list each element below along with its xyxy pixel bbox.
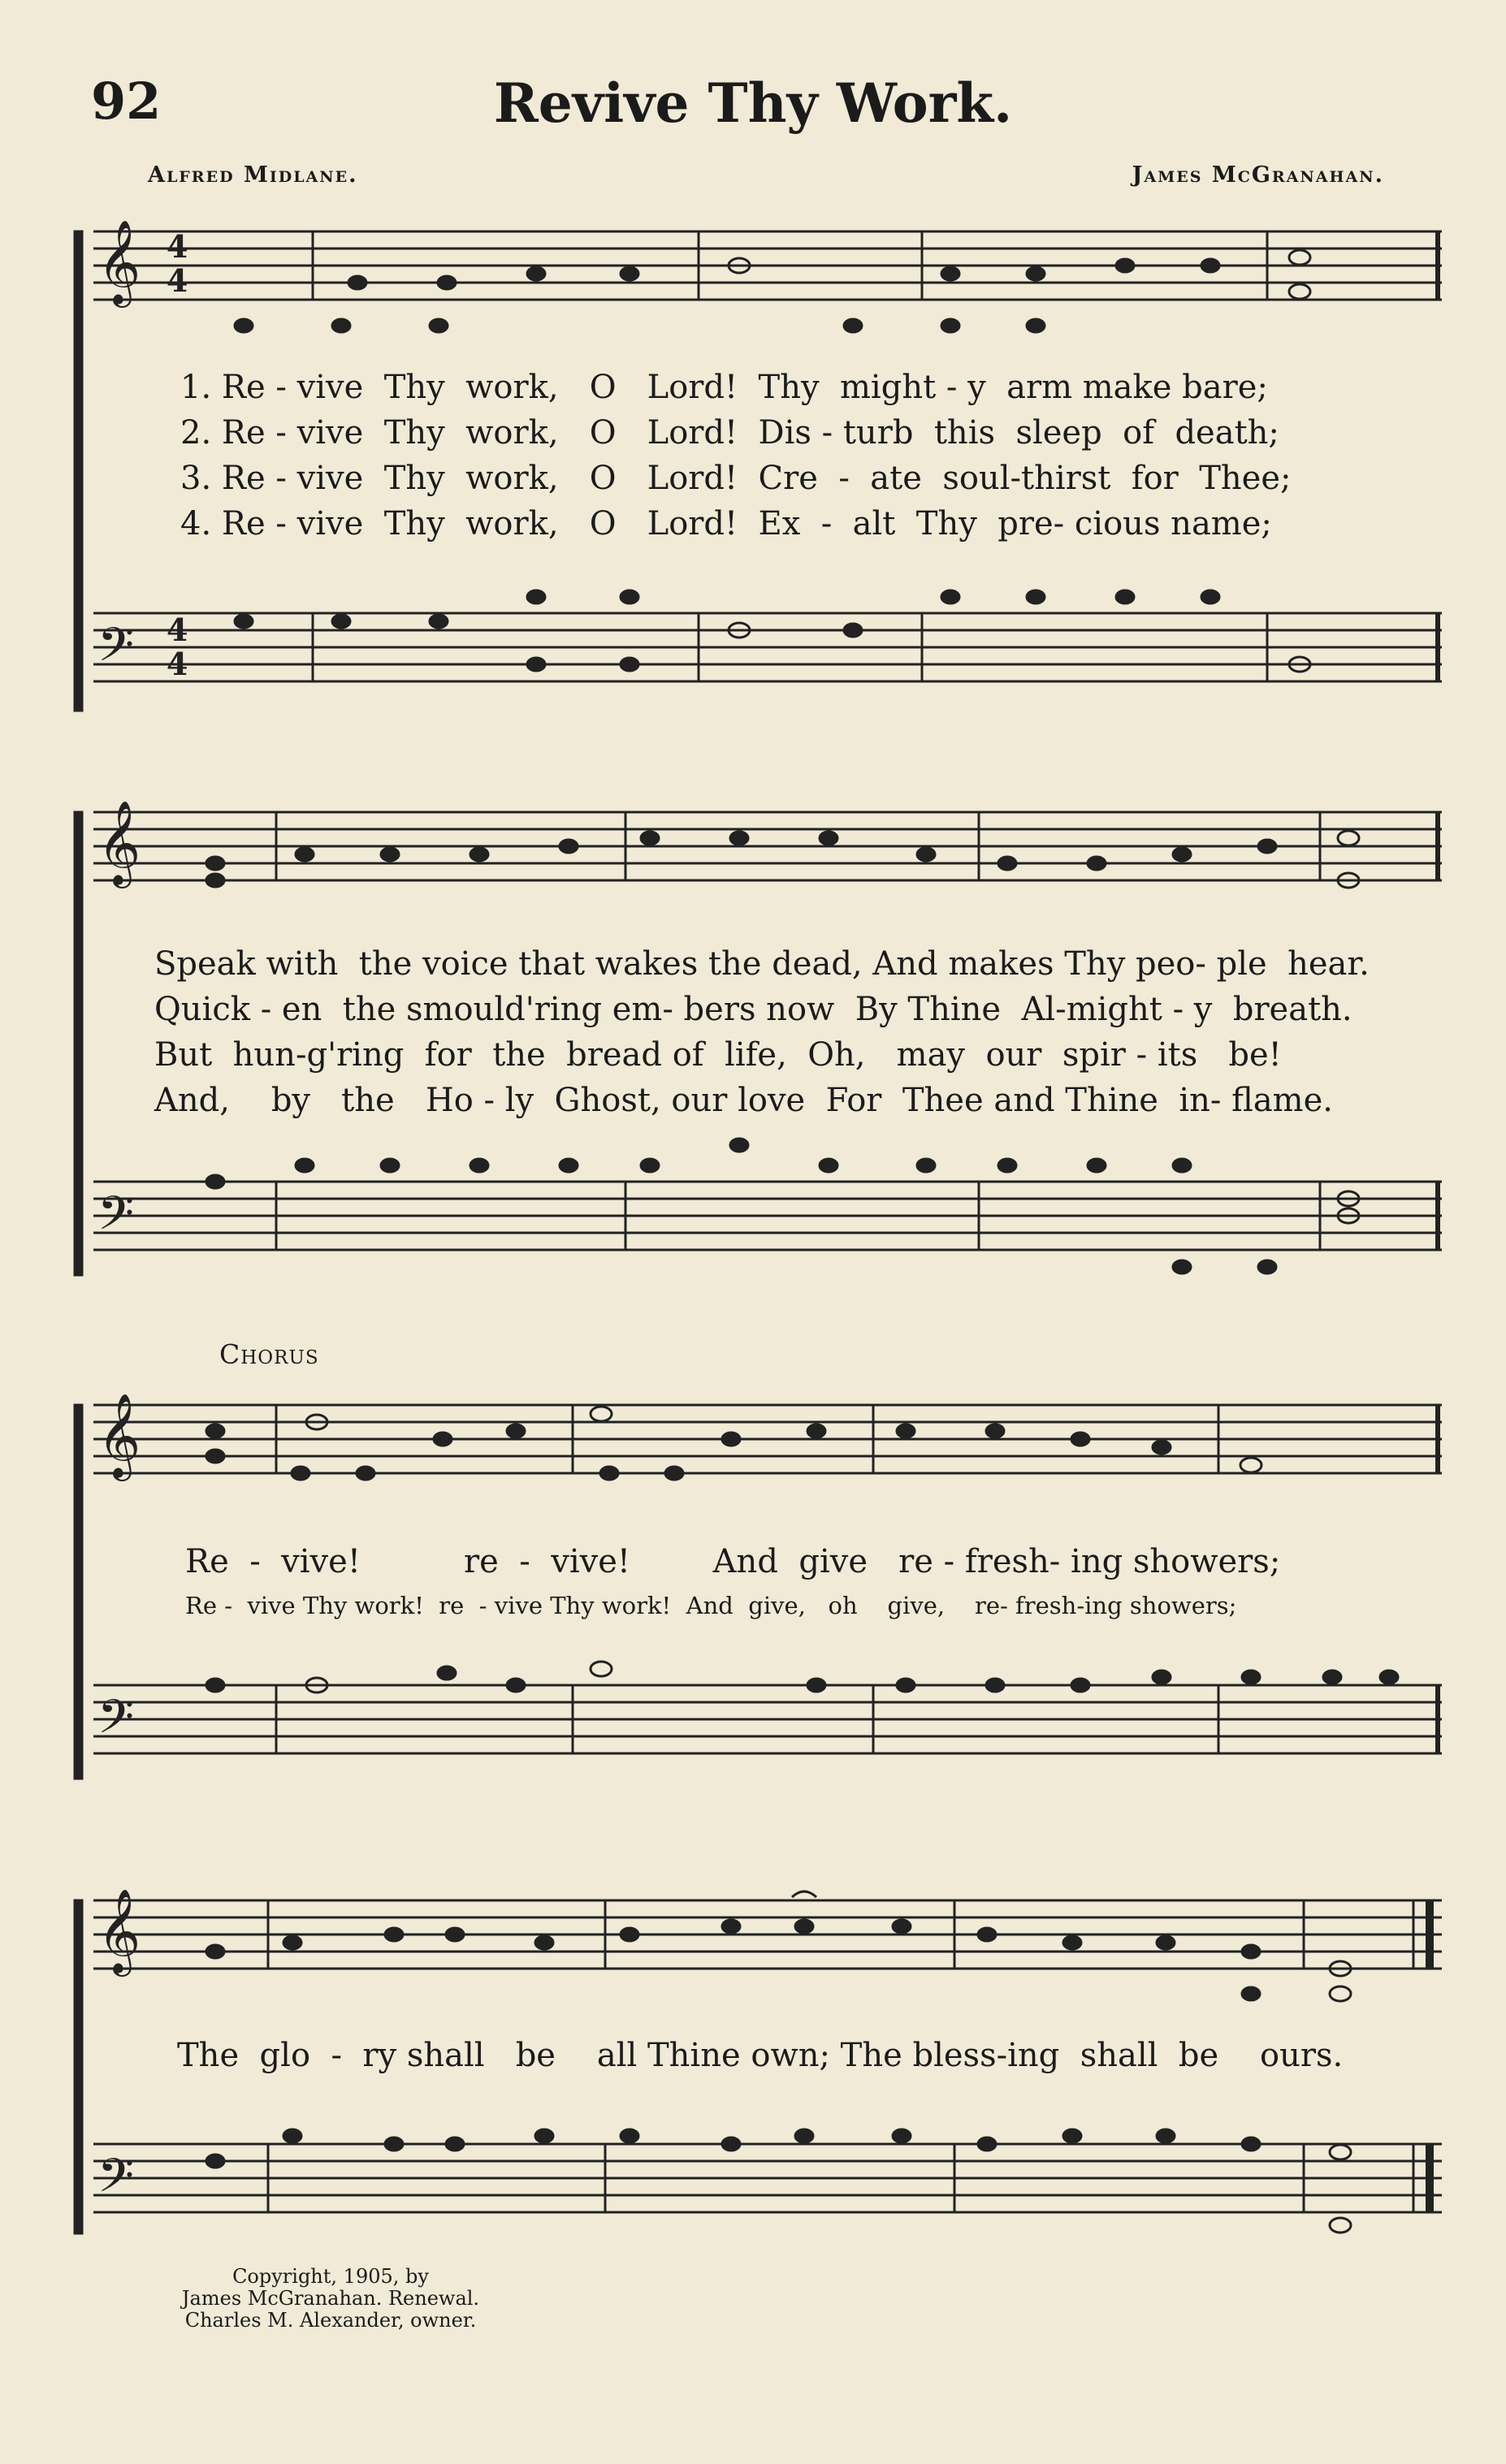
- time-sig-lower: 4: [167, 262, 188, 299]
- chorus-label: Chorus: [219, 1338, 319, 1370]
- treble-staff: [93, 231, 1442, 300]
- verse-2-line-1: 2. Re - vive Thy work, O Lord! Dis - turb this sleep of death;: [180, 414, 1279, 452]
- hymn-title: Revive Thy Work.: [493, 71, 1013, 135]
- copyright-line-1: Copyright, 1905, by: [232, 2265, 429, 2288]
- verse-1-line-1: 1. Re - vive Thy work, O Lord! Thy might - y arm make bare;: [180, 369, 1268, 406]
- composer-credit: James McGranahan.: [1132, 162, 1384, 188]
- verse-3-line-2: But hun-g'ring for the bread of life, Oh, may our spir - its be!: [154, 1036, 1282, 1074]
- treble-staff: [93, 812, 1442, 880]
- bass-staff: [93, 613, 1442, 681]
- treble-clef-icon: 𝄞: [97, 800, 141, 885]
- chorus-final-lyrics: The glo - ry shall be all Thine own; The bless-ing shall be ours.: [177, 2037, 1344, 2074]
- bass-clef-icon: 𝄢: [97, 617, 135, 684]
- page-number: 92: [91, 71, 162, 131]
- treble-staff: [93, 1900, 1442, 1969]
- time-sig-upper: 4: [167, 228, 188, 265]
- copyright-notice: [140, 2266, 521, 2332]
- bass-staff: [93, 2144, 1442, 2212]
- verse-2-line-2: Quick - en the smould'ring em- bers now By Thine Al-might - y breath.: [154, 991, 1352, 1028]
- bass-clef-icon: 𝄢: [97, 2148, 135, 2215]
- verse-1-line-2: Speak with the voice that wakes the dead, And makes Thy peo- ple hear.: [154, 945, 1370, 983]
- copyright-line-3: Charles M. Alexander, owner.: [184, 2309, 477, 2332]
- treble-clef-icon: 𝄞: [97, 1888, 141, 1973]
- treble-clef-icon: 𝄞: [97, 1393, 141, 1478]
- time-sig-upper-bass: 4: [167, 612, 188, 648]
- chorus-soprano-lyrics: Re - vive! re - vive! And give re - fresh- ing showers;: [185, 1543, 1281, 1580]
- verse-4-line-1: 4. Re - vive Thy work, O Lord! Ex - alt Thy pre- cious name;: [180, 505, 1272, 543]
- time-sig-lower-bass: 4: [167, 646, 188, 682]
- system-bracket: [75, 231, 82, 711]
- bass-clef-icon: 𝄢: [97, 1689, 135, 1756]
- copyright-line-2: James McGranahan. Renewal.: [181, 2287, 480, 2310]
- system-bracket: [75, 1405, 82, 1779]
- treble-clef-icon: 𝄞: [97, 219, 141, 305]
- lyricist-credit: Alfred Midlane.: [148, 162, 358, 188]
- bass-notes: [206, 1139, 1359, 1273]
- verse-4-line-2: And, by the Ho - ly Ghost, our love For Thee and Thine in- flame.: [154, 1082, 1333, 1119]
- bass-staff: [93, 1182, 1442, 1250]
- chorus-bass-lyrics: Re - vive Thy work! re - vive Thy work! And give, oh give, re- fresh-ing showers;: [185, 1592, 1237, 1619]
- fermata-icon: [792, 1891, 816, 1897]
- treble-notes: [206, 1920, 1351, 2001]
- bass-clef-icon: 𝄢: [97, 1186, 135, 1252]
- verse-3-line-1: 3. Re - vive Thy work, O Lord! Cre - ate soul-thirst for Thee;: [180, 460, 1292, 497]
- bass-staff: [93, 1685, 1442, 1753]
- system-bracket: [75, 812, 82, 1275]
- system-bracket: [75, 1900, 82, 2233]
- treble-notes: [206, 1407, 1261, 1480]
- treble-notes: [235, 250, 1310, 332]
